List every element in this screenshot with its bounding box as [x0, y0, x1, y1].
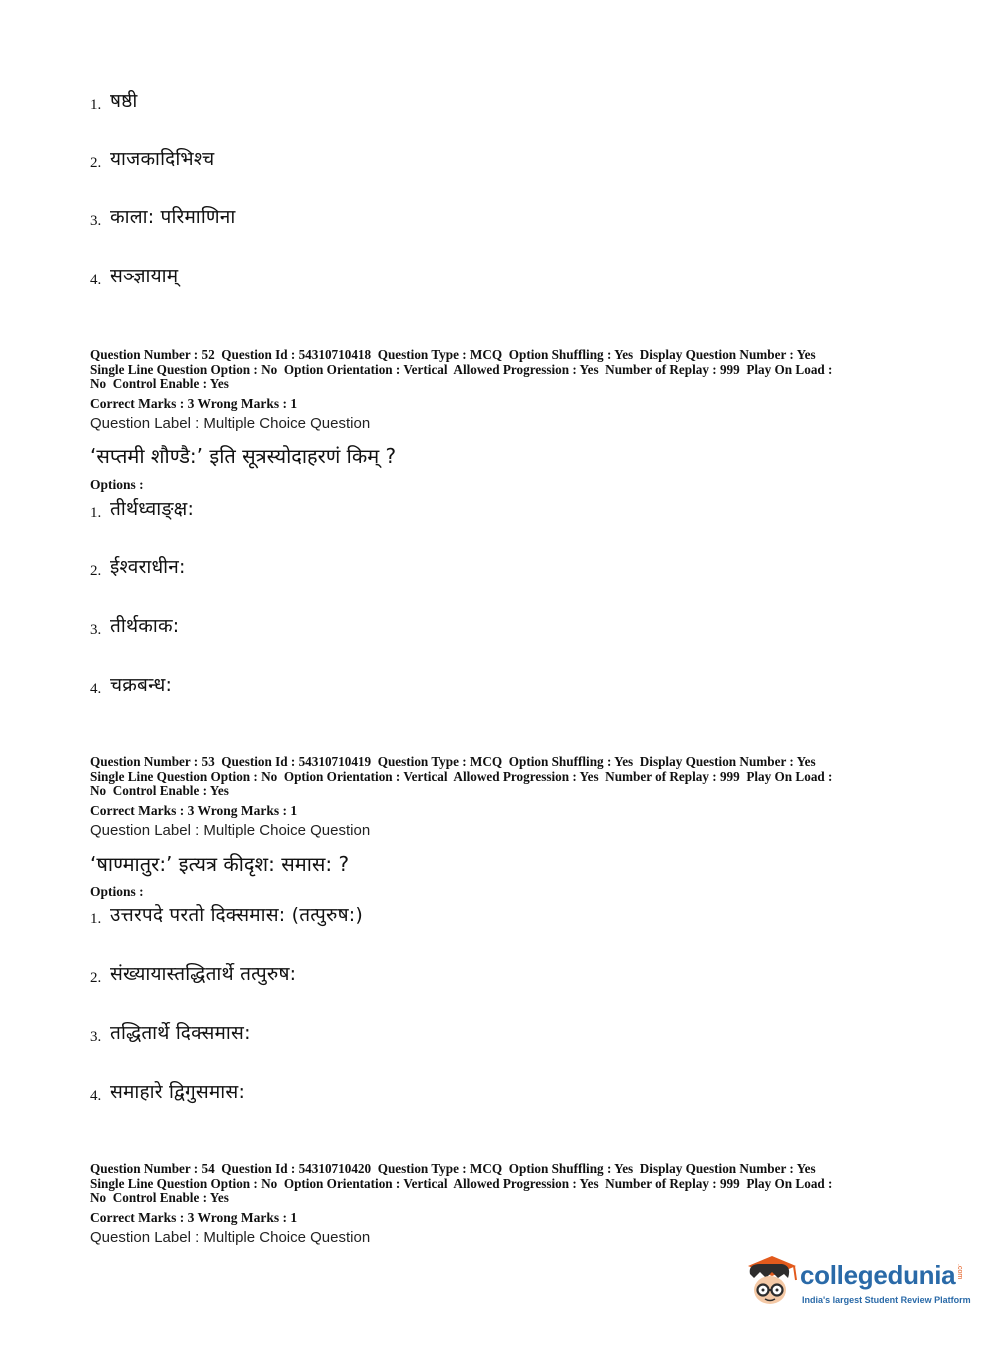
question-marks: Correct Marks : 3 Wrong Marks : 1 [90, 396, 298, 411]
option-text: सञ्ज्ञायाम् [110, 265, 179, 287]
question-marks: Correct Marks : 3 Wrong Marks : 1 [90, 1210, 298, 1225]
question-text: ‘सप्तमी शौण्डै:’ इति सूत्रस्योदाहरणं किम् ? [90, 444, 397, 468]
options-heading: Options : [90, 884, 144, 899]
option-text: चक्रबन्ध: [110, 674, 173, 696]
question-meta: Question Number : 53 Question Id : 54310710419 Question Type : MCQ Option Shuffling : Yes Display Question Number : Yes Single Line Question Option : No Option Orientation : Vertical Allowed Progression : Yes Number of Replay : 999 Play On Load : No Control Enable : Yes [90, 754, 833, 798]
option-4 [90, 1083, 245, 1102]
prev-option-2 [90, 150, 214, 169]
option-text: संख्यायास्तद्धितार्थे तत्पुरुष: [110, 963, 297, 985]
prev-option-4 [90, 267, 178, 286]
question-label: Question Label : Multiple Choice Question [90, 415, 371, 432]
student-mascot-icon [742, 1252, 800, 1310]
logo-domain-suffix: .com [956, 1264, 963, 1280]
question-label: Question Label : Multiple Choice Question [90, 1229, 371, 1246]
option-number: 4. [90, 681, 102, 697]
option-1 [90, 906, 363, 925]
option-text: तीर्थकाक: [110, 615, 180, 637]
option-text: समाहारे द्विगुसमास: [110, 1081, 246, 1103]
option-number: 2. [90, 970, 102, 986]
option-number: 1. [90, 97, 102, 113]
option-text: याजकादिभिश्च [110, 148, 215, 170]
question-label: Question Label : Multiple Choice Question [90, 822, 371, 839]
option-2 [90, 965, 296, 984]
option-number: 2. [90, 563, 102, 579]
option-text: काला: परिमाणिना [110, 206, 236, 228]
option-number: 3. [90, 622, 102, 638]
logo-tagline: India's largest Student Review Platform [802, 1295, 971, 1305]
option-number: 1. [90, 505, 102, 521]
prev-option-1 [90, 92, 138, 111]
option-text: तद्धितार्थे दिक्समास: [110, 1022, 251, 1044]
question-marks: Correct Marks : 3 Wrong Marks : 1 [90, 803, 298, 818]
option-number: 2. [90, 155, 102, 171]
option-text: तीर्थध्वाङ्क्ष: [110, 498, 195, 520]
option-2 [90, 558, 186, 577]
collegedunia-logo [742, 1252, 972, 1314]
option-text: ईश्वराधीन: [110, 556, 186, 578]
logo-wordmark: collegedunia [800, 1260, 956, 1290]
option-number: 4. [90, 272, 102, 288]
option-number: 1. [90, 911, 102, 927]
option-number: 3. [90, 1029, 102, 1045]
question-meta: Question Number : 54 Question Id : 54310710420 Question Type : MCQ Option Shuffling : Yes Display Question Number : Yes Single Line Question Option : No Option Orientation : Vertical Allowed Progression : Yes Number of Replay : 999 Play On Load : No Control Enable : Yes [90, 1161, 833, 1205]
option-text: षष्ठी [110, 90, 138, 112]
option-number: 4. [90, 1088, 102, 1104]
option-1 [90, 500, 194, 519]
option-text: उत्तरपदे परतो दिक्समास: (तत्पुरुष:) [110, 904, 364, 926]
question-text: ‘षाण्मातुर:’ इत्यत्र कीदृश: समास: ? [90, 852, 350, 876]
option-3 [90, 1024, 251, 1043]
option-3 [90, 617, 179, 636]
options-heading: Options : [90, 477, 144, 492]
option-4 [90, 676, 172, 695]
option-number: 3. [90, 213, 102, 229]
question-meta: Question Number : 52 Question Id : 54310710418 Question Type : MCQ Option Shuffling : Yes Display Question Number : Yes Single Line Question Option : No Option Orientation : Vertical Allowed Progression : Yes Number of Replay : 999 Play On Load : No Control Enable : Yes [90, 347, 833, 391]
prev-option-3 [90, 208, 235, 227]
